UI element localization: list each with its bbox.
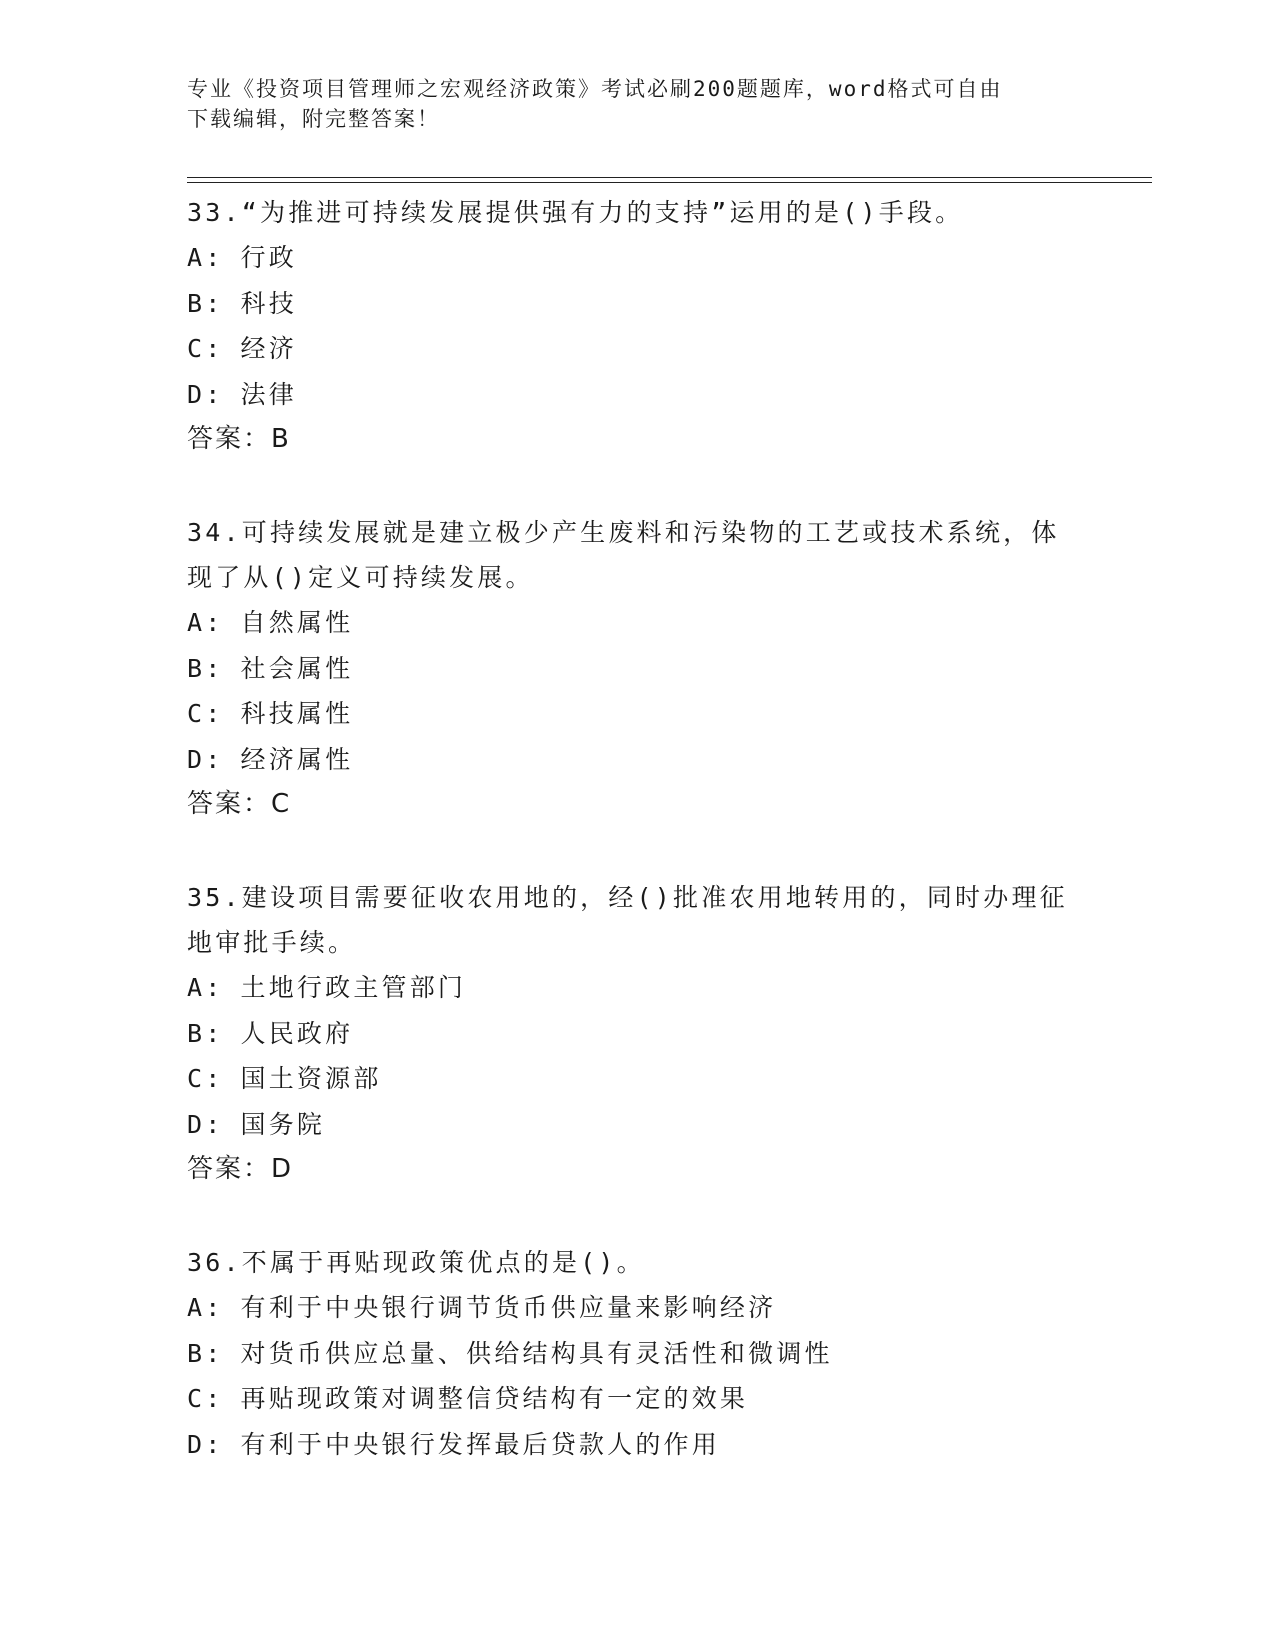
option-text: 经济 <box>240 334 297 363</box>
option-text: 法律 <box>240 379 297 409</box>
option-b <box>187 646 1087 692</box>
option-key: B: <box>187 288 224 318</box>
option-text: 科技属性 <box>240 699 354 728</box>
option-key: A: <box>187 243 224 272</box>
question-text <box>187 875 1087 965</box>
question-text <box>187 510 1087 600</box>
option-d <box>187 372 1087 418</box>
question-text-line: 35.建设项目需要征收农用地的，经()批准农用地转用的，同时办理征 <box>187 883 1068 912</box>
option-key: D: <box>187 1109 224 1139</box>
option-b <box>187 1331 1087 1377</box>
answer-text: 答案：B <box>187 424 291 454</box>
question-text-line: 36.不属于再贴现政策优点的是()。 <box>187 1248 645 1277</box>
option-text: 行政 <box>240 243 297 272</box>
option-key: B: <box>187 653 224 683</box>
question-text-line: 地审批手续。 <box>187 928 357 957</box>
question-text <box>187 1240 1087 1285</box>
option-c <box>187 1056 1087 1102</box>
option-a <box>187 600 1087 646</box>
option-text: 自然属性 <box>240 608 354 637</box>
option-text: 国务院 <box>240 1109 326 1139</box>
option-key: C: <box>187 334 224 363</box>
option-text: 土地行政主管部门 <box>240 973 467 1002</box>
document-header <box>187 74 1067 134</box>
question-text-line: 33.“为推进可持续发展提供强有力的支持”运用的是()手段。 <box>187 198 964 227</box>
option-a <box>187 965 1087 1011</box>
option-text: 科技 <box>240 288 297 318</box>
question-text <box>187 190 1087 235</box>
option-d <box>187 1102 1087 1148</box>
question-36 <box>187 1240 1087 1467</box>
option-key: B: <box>187 1018 224 1048</box>
option-c <box>187 326 1087 372</box>
option-text: 经济属性 <box>240 744 354 774</box>
option-text: 社会属性 <box>240 653 354 683</box>
question-text-line: 现了从()定义可持续发展。 <box>187 563 534 592</box>
option-d <box>187 1422 1087 1468</box>
option-b <box>187 1011 1087 1057</box>
option-key: B: <box>187 1338 224 1368</box>
option-c <box>187 1376 1087 1422</box>
option-key: D: <box>187 379 224 409</box>
question-35 <box>187 875 1087 1192</box>
option-key: D: <box>187 1429 224 1459</box>
option-text: 人民政府 <box>240 1018 354 1048</box>
header-line-1: 专业《投资项目管理师之宏观经济政策》考试必刷200题题库，word格式可自由 <box>187 77 1003 101</box>
option-key: D: <box>187 744 224 774</box>
option-d <box>187 737 1087 783</box>
question-33 <box>187 190 1087 462</box>
option-text: 再贴现政策对调整信贷结构有一定的效果 <box>240 1384 749 1413</box>
option-key: C: <box>187 1384 224 1413</box>
option-a <box>187 1285 1087 1331</box>
question-list <box>187 190 1087 1467</box>
option-key: A: <box>187 608 224 637</box>
option-text: 有利于中央银行发挥最后贷款人的作用 <box>240 1429 720 1459</box>
header-divider-top <box>187 177 1152 178</box>
option-c <box>187 691 1087 737</box>
answer-text: 答案：C <box>187 789 292 819</box>
option-a <box>187 235 1087 281</box>
answer-text: 答案：D <box>187 1154 294 1184</box>
header-divider-bottom <box>187 182 1152 183</box>
option-key: A: <box>187 1293 224 1322</box>
option-text: 有利于中央银行调节货币供应量来影响经济 <box>240 1293 777 1322</box>
header-line-2: 下载编辑，附完整答案！ <box>187 107 440 131</box>
option-key: A: <box>187 973 224 1002</box>
option-text: 对货币供应总量、供给结构具有灵活性和微调性 <box>240 1338 833 1368</box>
option-text: 国土资源部 <box>240 1064 382 1093</box>
question-34 <box>187 510 1087 827</box>
option-key: C: <box>187 699 224 728</box>
question-text-line: 34.可持续发展就是建立极少产生废料和污染物的工艺或技术系统，体 <box>187 518 1060 547</box>
option-b <box>187 281 1087 327</box>
option-key: C: <box>187 1064 224 1093</box>
